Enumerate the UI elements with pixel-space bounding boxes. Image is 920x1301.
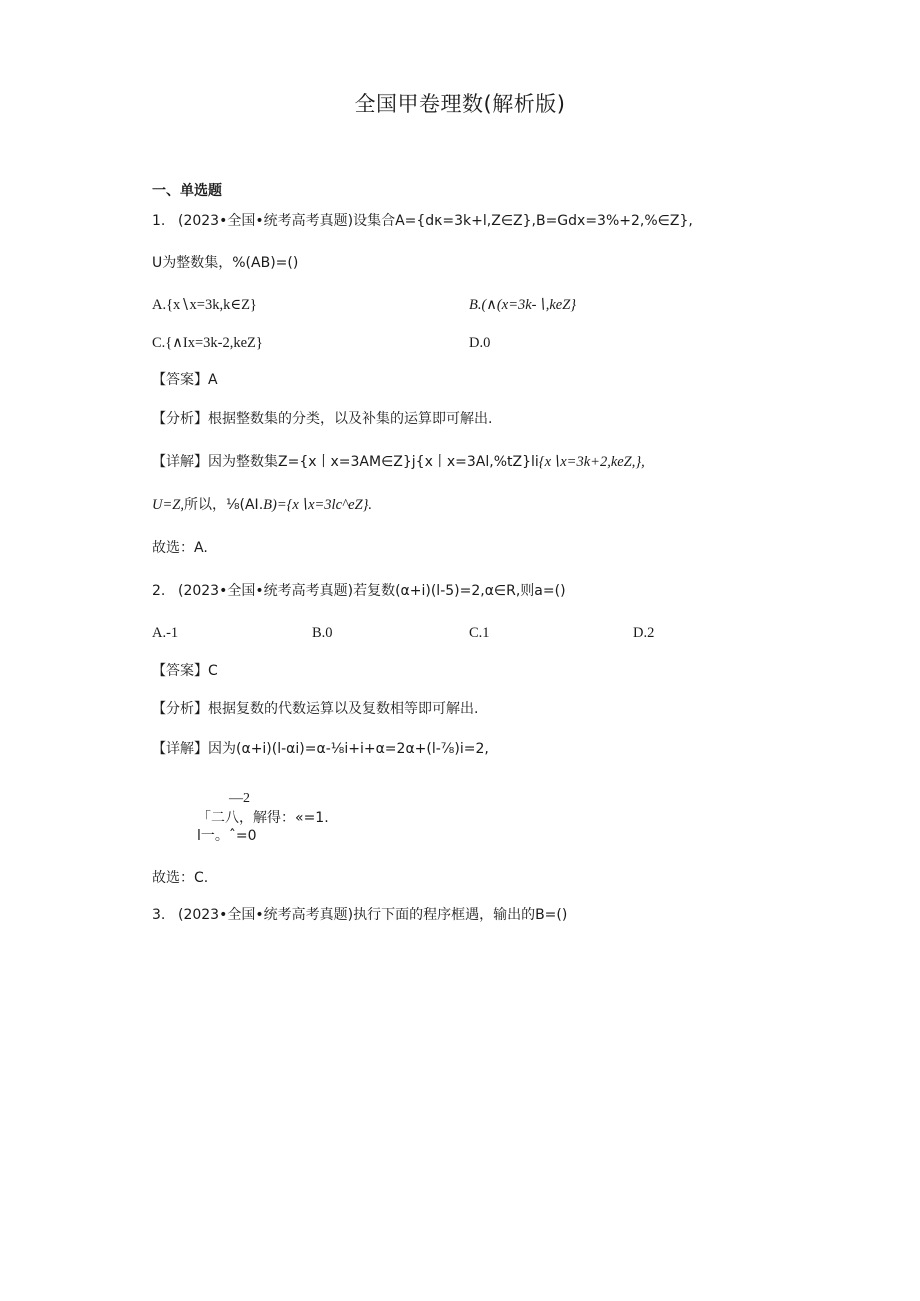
choice-line: 故选：C. [152,870,209,886]
option-d: D.2 [633,625,655,641]
detail-text: 【详解】因为整数集Z={x丨x=3AM∈Z}j{x丨x=3Al,%tZ}li [152,454,539,470]
document-title: 全国甲卷理数(解析版) [354,92,566,116]
question-number: 3. [152,907,166,923]
question-stem: (2023•全国•统考高考真题)设集合A={dκ=3k+l,Z∈Z},B=Gdx=3%+2,%∈Z}, [178,213,693,229]
detail-line-continued [152,496,372,514]
section-heading: 一、单选题 [152,183,222,199]
equation-system-middle: 「二八，解得：«=1. [197,810,329,826]
option-b: B.0 [312,625,333,641]
question-number: 1. [152,213,166,229]
equation-system-top: —2 [229,791,250,806]
option-a: A.-1 [152,625,179,641]
answer-line: 【答案】C [152,663,218,679]
choice-line: 故选：A. [152,540,208,556]
question-stem: (2023•全国•统考高考真题)若复数(α+i)(l-5)=2,α∈R,则a=() [178,583,566,599]
detail-formula: {x∖x=3k+2,keZ,}, [538,454,645,470]
option-c: C.1 [469,625,490,641]
question-stem: (2023•全国•统考高考真题)执行下面的程序框遇，输出的B=() [178,907,568,923]
detail-formula-start: U=Z, [152,497,184,513]
answer-line: 【答案】A [152,372,218,388]
detail-line [152,453,645,471]
analysis-line: 【分析】根据复数的代数运算以及复数相等即可解出. [152,701,479,717]
detail-formula-end: B)={x∖x=3lc^eZ}. [263,497,373,513]
option-a: A.{x∖x=3k,k∈Z} [152,297,257,313]
detail-text: 所以，⅛(AI. [183,497,264,513]
question-stem-continued: U为整数集，%(AB)=() [152,255,299,271]
option-d: D.0 [469,335,491,351]
option-c: C.{∧Ix=3k-2,keZ} [152,335,263,351]
analysis-line: 【分析】根据整数集的分类，以及补集的运算即可解出. [152,411,493,427]
equation-system-bottom: l一。ˆ=0 [197,828,257,844]
question-number: 2. [152,583,166,599]
detail-line: 【详解】因为(α+i)(l-αi)=α-⅛i+i+α=2α+(l-⅞)i=2, [152,741,489,757]
option-b: B.(∧(x=3k-∖,keZ} [469,297,577,313]
